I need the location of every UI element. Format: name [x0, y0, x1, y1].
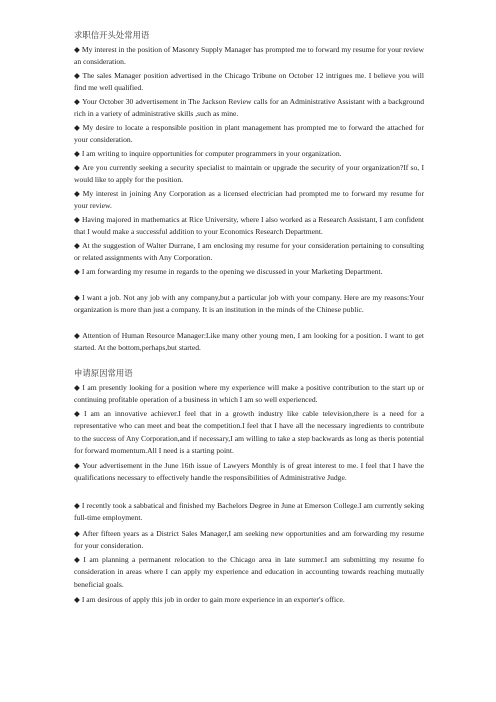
diamond-bullet-icon: ◆ — [74, 71, 81, 80]
diamond-bullet-icon: ◆ — [74, 501, 80, 510]
diamond-bullet-icon: ◆ — [74, 149, 80, 158]
list-item: ◆ Attention of Human Resource Manager:Like many other young men, I am looking for a position. I want to get started. At the bottom,perhaps,but started. — [74, 331, 424, 353]
diamond-bullet-icon: ◆ — [74, 383, 81, 392]
diamond-bullet-icon: ◆ — [74, 45, 80, 54]
diamond-bullet-icon: ◆ — [74, 409, 82, 418]
diamond-bullet-icon: ◆ — [74, 267, 80, 276]
list-item: ◆ Having majored in mathematics at Rice University, where I also worked as a Research Assistant, I am confident that I would make a successful addition to your Economics Research Department. — [74, 215, 424, 237]
diamond-bullet-icon: ◆ — [74, 163, 81, 172]
diamond-bullet-icon: ◆ — [74, 595, 80, 604]
list-item: ◆ I am presently looking for a position where my experience will make a positive contribution to the start up or continuing profitable operation of a business in which I am so well experienced. — [74, 383, 425, 405]
diamond-bullet-icon: ◆ — [74, 123, 81, 132]
list-item: ◆ I am writing to inquire opportunities for computer programmers in your organization. — [74, 149, 342, 158]
list-item: ◆ My desire to locate a responsible position in plant management has prompted me to forward the attached for your consideration. — [74, 123, 424, 145]
diamond-bullet-icon: ◆ — [74, 97, 81, 106]
section-title-opening: 求职信开头处常用语 — [74, 30, 150, 40]
diamond-bullet-icon: ◆ — [74, 331, 81, 340]
list-item: ◆ My interest in joining Any Corporation as a licensed electrician had prompted me to forward my resume for your review. — [74, 189, 425, 211]
list-item: ◆ I am forwarding my resume in regards to the opening we discussed in your Marketing Department. — [74, 267, 383, 276]
list-item: ◆ Your October 30 advertisement in The Jackson Review calls for an Administrative Assistant with a background rich in a variety of administrative skills ,such as mine. — [74, 97, 425, 119]
list-item: ◆ I want a job. Not any job with any company,but a particular job with your company. Here are my reasons:Your organization is more than just a company. It is an institution in the minds of the Chinese public. — [74, 293, 424, 315]
list-item: ◆ My interest in the position of Masonry Supply Manager has prompted me to forward my resume for your review an consideration. — [74, 45, 425, 67]
diamond-bullet-icon: ◆ — [74, 189, 81, 198]
list-item: ◆ Are you currently seeking a security specialist to maintain or upgrade the security of your organization?If so, I would like to apply for the position. — [74, 163, 424, 185]
list-item: ◆ The sales Manager position advertised in the Chicago Tribune on October 12 intrigues me. I believe you will find me well qualified. — [74, 71, 424, 93]
list-item: ◆ I recently took a sabbatical and finished my Bachelors Degree in June at Emerson College.I am currently seking full-time employment. — [74, 501, 424, 523]
list-item: ◆ At the suggestion of Walter Durrane, I am enclosing my resume for your consideration pertaining to consulting or related assignments with Any Corporation. — [74, 241, 424, 263]
list-item: ◆ After fifteen years as a District Sales Manager,I am seeking new opportunities and am forwarding my resume for your consideration. — [74, 529, 424, 551]
section-title-reasons: 申请原因常用语 — [74, 368, 133, 378]
diamond-bullet-icon: ◆ — [74, 241, 81, 250]
list-item: ◆ I am an innovative achiever.I feel that in a growth industry like cable television,there is a need for a representative who can meet and beat the competition.I feel that I have all the necessary ingredients to contribute to the success of Any Corporation,and if necessary,I am willing to take a step backwards as long as theris potential for forward momentum.All I need is a starting point. — [74, 409, 424, 456]
diamond-bullet-icon: ◆ — [74, 461, 81, 470]
list-item: ◆ I am planning a permanent relocation to the Chicago area in late summer.I am submitting my resume fo consideration in areas where I can apply my experience and education in accounting towards reaching mutually beneficial goals. — [74, 555, 425, 589]
diamond-bullet-icon: ◆ — [74, 529, 81, 538]
list-item: ◆ Your advertisement in the June 16th issue of Lawyers Monthly is of great interest to me. I feel that I have the qualifications necessary to effectively handle the responsibilities of Administrative Judge. — [74, 461, 424, 483]
diamond-bullet-icon: ◆ — [74, 293, 81, 302]
list-item: ◆ I am desirous of apply this job in order to gain more experience in an exporter's office. — [74, 595, 345, 604]
diamond-bullet-icon: ◆ — [74, 215, 80, 224]
diamond-bullet-icon: ◆ — [74, 555, 82, 564]
